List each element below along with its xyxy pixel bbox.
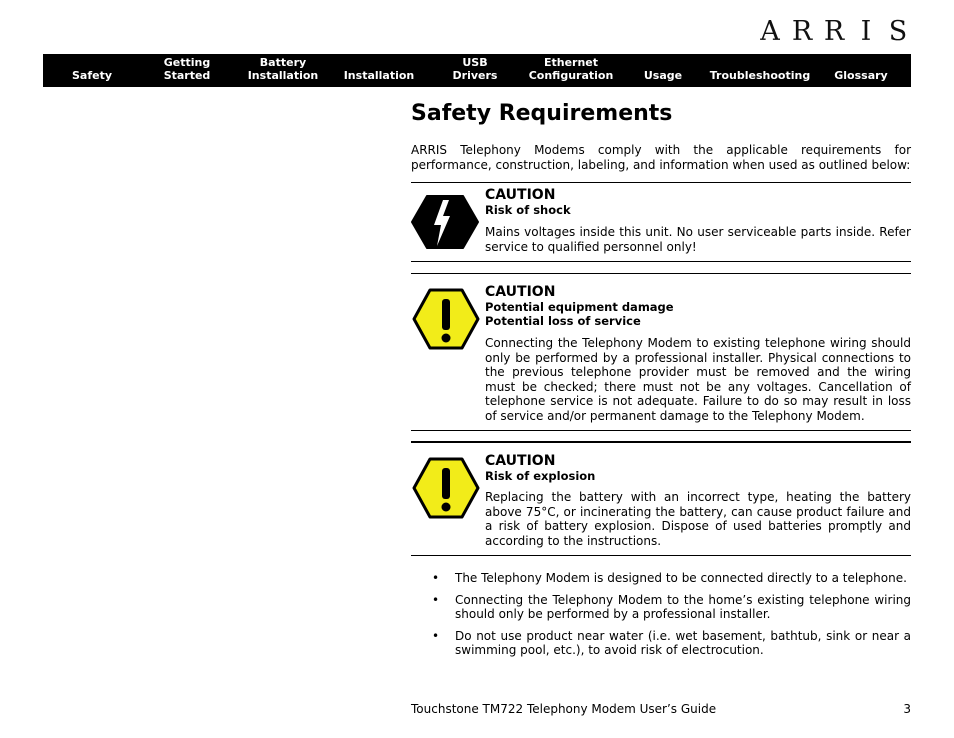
nav-item-usb-drivers[interactable] bbox=[425, 54, 525, 87]
divider bbox=[411, 261, 911, 262]
nav-label-line1: Battery bbox=[259, 56, 307, 69]
top-navigation bbox=[43, 54, 911, 87]
caution-body: Connecting the Telephony Modem to existing telephone wiring should only be performed by a professional installer. Physical connections to the previous telephone provider must be removed and the wiring must be checked; there must not be any voltages. Cancellation of telephone service is not adequate. Failure to do so may result in loss of service and/or permanent damage to the Telephony Modem. bbox=[485, 336, 911, 423]
footer-document-title: Touchstone TM722 Telephony Modem User’s Guide bbox=[411, 702, 717, 716]
nav-label-line2: Configuration bbox=[528, 69, 614, 82]
divider bbox=[411, 555, 911, 556]
list-item bbox=[430, 629, 911, 658]
caution-explosion bbox=[411, 453, 911, 553]
nav-label-line2: Drivers bbox=[452, 69, 498, 82]
nav-item-usage[interactable] bbox=[617, 54, 709, 87]
high-voltage-icon bbox=[411, 192, 479, 256]
bullet-dot: • bbox=[432, 592, 440, 607]
logo-letter: I bbox=[860, 15, 872, 47]
caution-subtitle: Risk of explosion bbox=[485, 469, 596, 483]
intro-paragraph: ARRIS Telephony Modems comply with the applicable requirements for performance, construction, labeling, and information when used as outlined below: bbox=[411, 143, 911, 172]
divider bbox=[411, 273, 911, 274]
nav-label-line2: Glossary bbox=[834, 69, 888, 82]
warning-exclamation-icon bbox=[411, 287, 481, 355]
nav-item-safety[interactable] bbox=[43, 54, 141, 87]
warning-exclamation-icon bbox=[411, 456, 481, 524]
nav-label-line1: USB bbox=[462, 56, 488, 69]
logo-letter: A bbox=[760, 15, 780, 47]
caution-body: Mains voltages inside this unit. No user serviceable parts inside. Refer service to qualified personnel only! bbox=[485, 225, 911, 254]
list-item bbox=[430, 593, 911, 622]
divider bbox=[411, 441, 911, 443]
caution-title: CAUTION bbox=[485, 284, 556, 300]
caution-subtitle: Potential loss of service bbox=[485, 314, 641, 328]
page-title: Safety Requirements bbox=[411, 101, 673, 126]
divider bbox=[411, 182, 911, 183]
nav-label-line2: Safety bbox=[71, 69, 113, 82]
caution-subtitle: Potential equipment damage bbox=[485, 300, 674, 314]
nav-label-line2: Installation bbox=[343, 69, 415, 82]
nav-label-line2: Started bbox=[163, 69, 211, 82]
nav-item-glossary[interactable] bbox=[811, 54, 911, 87]
page-number: 3 bbox=[903, 702, 911, 716]
caution-subtitle: Risk of shock bbox=[485, 203, 571, 217]
bullet-dot: • bbox=[432, 571, 440, 585]
nav-label-line2: Troubleshooting bbox=[709, 69, 811, 82]
divider bbox=[411, 430, 911, 431]
nav-item-installation[interactable] bbox=[333, 54, 425, 87]
bullet-dot: • bbox=[432, 628, 440, 643]
bullet-text: Connecting the Telephony Modem to the home’s existing telephone wiring should only be performed by a professional installer. bbox=[455, 592, 911, 621]
nav-label-line2: Usage bbox=[643, 69, 683, 82]
nav-label-line1: Ethernet bbox=[543, 56, 599, 69]
nav-item-battery-installation[interactable] bbox=[233, 54, 333, 87]
caution-equipment-damage bbox=[411, 284, 911, 429]
arris-logo bbox=[758, 15, 910, 47]
caution-title: CAUTION bbox=[485, 187, 556, 203]
nav-item-ethernet-configuration[interactable] bbox=[525, 54, 617, 87]
caution-title: CAUTION bbox=[485, 453, 556, 469]
nav-item-troubleshooting[interactable] bbox=[709, 54, 811, 87]
nav-item-getting-started[interactable] bbox=[141, 54, 233, 87]
list-item bbox=[430, 571, 911, 586]
logo-letter: R bbox=[823, 15, 845, 47]
nav-label-line1: Getting bbox=[163, 56, 211, 69]
caution-shock bbox=[411, 187, 911, 259]
safety-bullet-list bbox=[430, 571, 911, 665]
nav-label-line2: Installation bbox=[247, 69, 319, 82]
caution-body: Replacing the battery with an incorrect type, heating the battery above 75°C, or incinerating the battery, can cause product failure and a risk of battery explosion. Dispose of used batteries promptly and according to the instructions. bbox=[485, 490, 911, 548]
logo-letter: S bbox=[888, 15, 908, 47]
bullet-text: Do not use product near water (i.e. wet basement, bathtub, sink or near a swimming pool, etc.), to avoid risk of electrocution. bbox=[455, 628, 911, 657]
logo-letter: R bbox=[791, 15, 813, 47]
bullet-text: The Telephony Modem is designed to be connected directly to a telephone. bbox=[455, 571, 907, 585]
